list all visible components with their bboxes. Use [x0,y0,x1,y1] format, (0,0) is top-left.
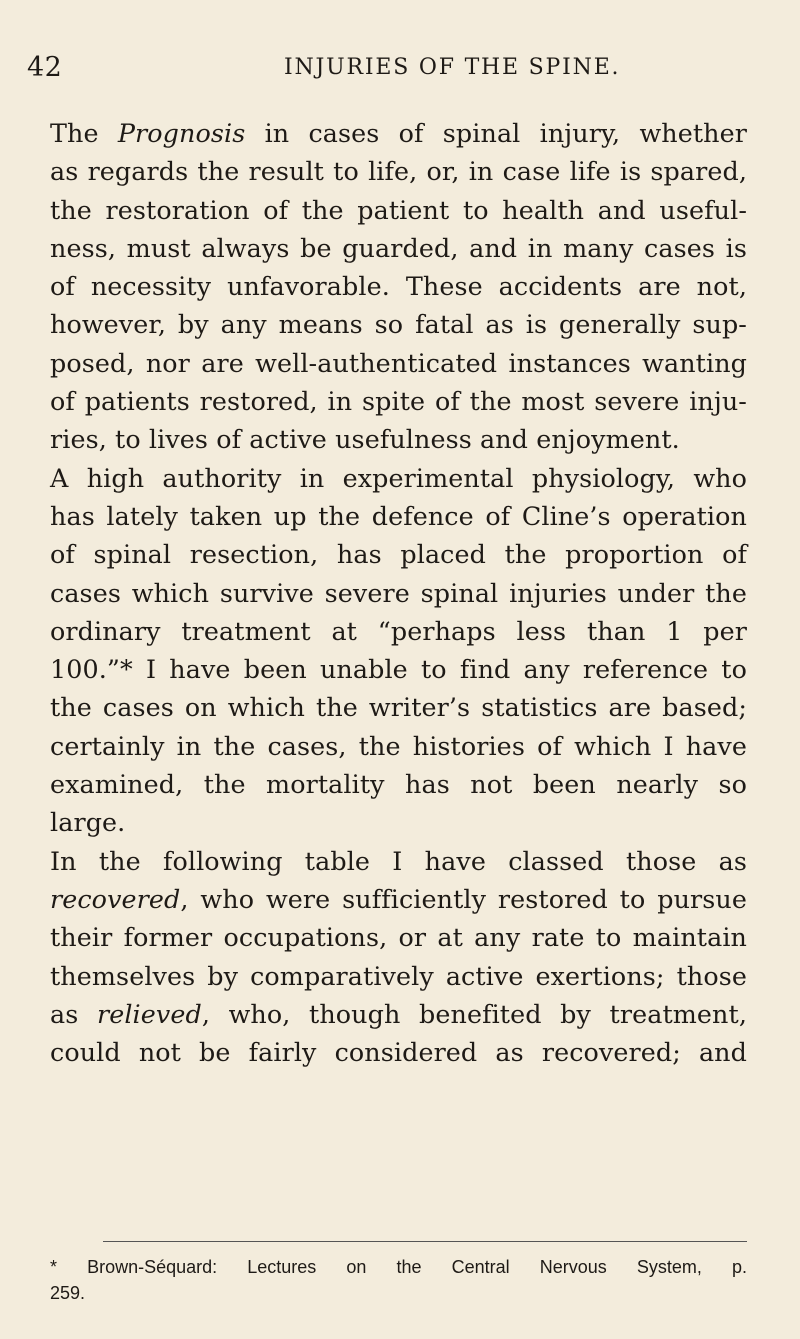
text-line: The Prognosis in cases of spinal injury, whether [50,118,747,148]
text-line: the cases on which the writer’s statistics are based; [50,692,747,723]
footnote-line: 259. [50,1283,86,1303]
footnote [50,1254,747,1306]
text-line: themselves by comparatively active exertions; those [50,960,747,991]
text-line: cases which survive severe spinal injuries under the [50,577,747,608]
text-line: of necessity unfavorable. These accidents are not, [50,271,747,302]
text-line: ries, to lives of active usefulness and enjoyment. [50,424,680,455]
text-line: posed, nor are well-authenticated instances wanting [50,347,747,378]
text-line: certainly in the cases, the histories of which I have [50,730,747,761]
text-line: as relieved, who, though benefited by treatment, [50,998,747,1029]
italic-term: relieved [96,998,202,1029]
text-line: could not be fairly considered as recovered; and [50,1037,747,1068]
text-line: 100.”* I have been unable to find any reference to [50,654,747,685]
text-line: of patients restored, in spite of the most severe inju- [50,386,747,417]
text-line: however, by any means so fatal as is generally sup- [50,309,747,340]
text-line: recovered, who were sufficiently restored to pursue [50,883,747,914]
text-line: large. [50,807,126,838]
page-header [27,52,772,92]
text-line: ness, must always be guarded, and in many cases is [50,232,747,263]
text-line: examined, the mortality has not been nearly so [50,769,747,800]
text-line: has lately taken up the defence of Cline’s operation [50,500,747,531]
text-line: ordinary treatment at “perhaps less than 1 per [50,615,747,646]
text-line: In the following table I have classed those as [50,845,747,876]
italic-term: recovered [50,883,181,914]
footnote-rule [103,1241,747,1242]
text-line: the restoration of the patient to health and useful- [50,194,747,225]
text-line: of spinal resection, has placed the proportion of [50,539,747,570]
text-line: their former occupations, or at any rate to maintain [50,922,747,953]
text-line: as regards the result to life, or, in case life is spared, [50,156,747,187]
page-number: 42 [27,52,63,83]
body-text [50,114,747,1071]
italic-term: Prognosis [117,118,246,148]
text-line: A high authority in experimental physiology, who [50,462,747,493]
footnote-line: * Brown-Séquard: Lectures on the Central Nervous System, p. [50,1257,747,1277]
running-head: INJURIES OF THE SPINE. [284,55,621,80]
